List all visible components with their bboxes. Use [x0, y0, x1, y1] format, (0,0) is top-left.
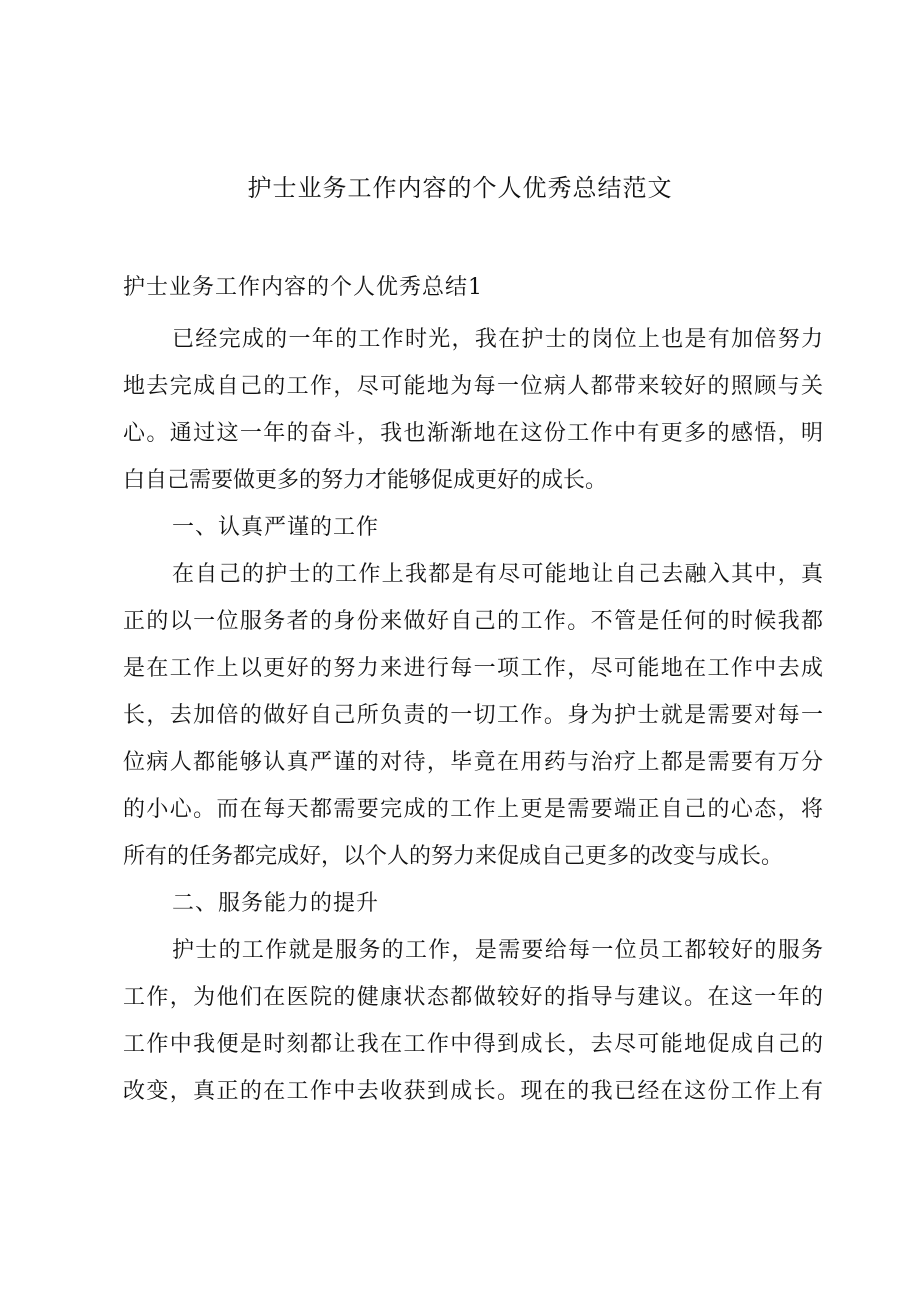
- paragraph-line: 在自己的护士的工作上我都是有尽可能地让自己去融入其中，真: [172, 562, 823, 587]
- paragraph-line: 白自己需要做更多的努力才能够促成更好的成长。: [123, 468, 608, 493]
- paragraph-line: 改变，真正的在工作中去收获到成长。现在的我已经在这份工作上有: [123, 1079, 823, 1104]
- paragraph-line: 是在工作上以更好的努力来进行每一项工作，尽可能地在工作中去成: [123, 656, 823, 681]
- section-heading-2: 二、服务能力的提升: [172, 891, 380, 916]
- paragraph-line: 位病人都能够认真严谨的对待，毕竟在用药与治疗上都是需要有万分: [123, 750, 823, 775]
- paragraph-line: 所有的任务都完成好，以个人的努力来促成自己更多的改变与成长。: [123, 844, 784, 869]
- paragraph-line: 地去完成自己的工作，尽可能地为每一位病人都带来较好的照顾与关: [123, 374, 823, 399]
- paragraph-line: 工作，为他们在医院的健康状态都做较好的指导与建议。在这一年的: [123, 985, 823, 1010]
- paragraph-line: 长，去加倍的做好自己所负责的一切工作。身为护士就是需要对每一: [123, 703, 823, 728]
- paragraph-line: 工作中我便是时刻都让我在工作中得到成长，去尽可能地促成自己的: [123, 1032, 823, 1057]
- paragraph-line: 的小心。而在每天都需要完成的工作上更是需要端正自己的心态，将: [123, 797, 823, 822]
- paragraph-line: 心。通过这一年的奋斗，我也渐渐地在这份工作中有更多的感悟，明: [123, 421, 823, 446]
- section-heading-1: 一、认真严谨的工作: [172, 515, 380, 540]
- paragraph-line: 正的以一位服务者的身份来做好自己的工作。不管是任何的时候我都: [123, 609, 823, 634]
- document-subtitle: 护士业务工作内容的个人优秀总结1: [123, 275, 483, 300]
- paragraph-line: 护士的工作就是服务的工作，是需要给每一位员工都较好的服务: [172, 938, 823, 963]
- document-title: 护士业务工作内容的个人优秀总结范文: [247, 174, 673, 202]
- paragraph-line: 已经完成的一年的工作时光，我在护士的岗位上也是有加倍努力: [172, 327, 823, 352]
